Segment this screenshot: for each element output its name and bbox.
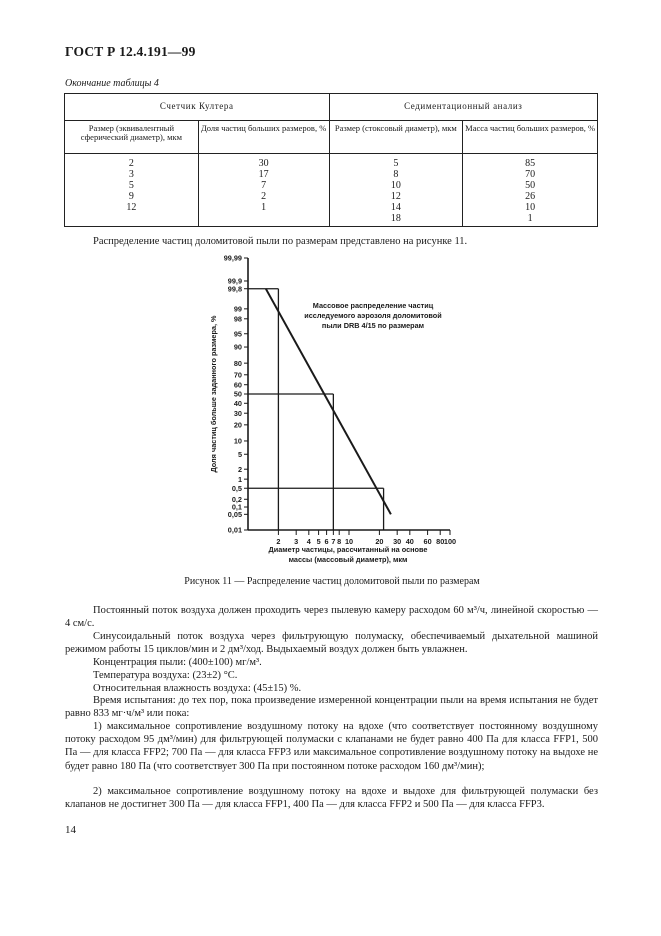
chart-y-tick-label: 5 bbox=[237, 449, 242, 459]
chart-y-axis-label: Доля частиц больше заданного размера, % bbox=[209, 315, 218, 473]
paragraph-concentration: Концентрация пыли: (400±100) мг/м³. bbox=[93, 657, 262, 668]
particle-size-table bbox=[64, 93, 598, 227]
chart-y-tick-label: 0,1 bbox=[231, 502, 242, 512]
chart-x-axis-label bbox=[269, 545, 428, 564]
chart-y-tick-label: 90 bbox=[233, 342, 242, 352]
chart-text-line: массы (массовый диаметр), мкм bbox=[288, 555, 408, 564]
col-eq-diameter-values bbox=[65, 154, 199, 227]
table-header-row bbox=[65, 121, 598, 154]
chart-x-tick-label: 100 bbox=[443, 537, 457, 546]
chart-x-tick-label: 3 bbox=[294, 537, 299, 546]
table-cell: 5 bbox=[393, 158, 399, 169]
col-header-stokes-diameter: Размер (стоксовый диаметр), мкм bbox=[329, 121, 463, 154]
chart-x-tick-label: 20 bbox=[375, 537, 384, 546]
chart-text-line: Диаметр частицы, рассчитанный на основе bbox=[268, 545, 428, 554]
chart-y-tick-label: 40 bbox=[233, 398, 242, 408]
table-cell: 26 bbox=[525, 191, 536, 202]
group-sedimentation: Седиментационный анализ bbox=[329, 94, 598, 121]
particle-distribution-chart bbox=[200, 250, 470, 570]
chart-title bbox=[304, 301, 442, 330]
chart-y-tick-label: 60 bbox=[233, 380, 242, 390]
chart-y-tick-label: 95 bbox=[233, 329, 242, 339]
table-cell: 12 bbox=[390, 191, 401, 202]
table-cell: 8 bbox=[393, 169, 399, 180]
chart-y-tick-label: 30 bbox=[233, 408, 242, 418]
table-body-row bbox=[65, 154, 598, 227]
chart-x-tick-label: 4 bbox=[306, 537, 311, 546]
chart-text-line: исследуемого аэрозоля доломитовой bbox=[304, 311, 442, 320]
table-cell: 12 bbox=[126, 202, 137, 213]
paragraph-condition-2: 2) максимальное сопротивление воздушному потоку на вдохе и выдохе для фильтрующей полумаски без клапанов не достигнет 300 Па — для класса FFP1, 400 Па — для класса FFP2 и 500 Па — для класса FFP3. bbox=[65, 786, 598, 811]
paragraph-sinusoidal-flow: Синусоидальный поток воздуха через фильтрующую полумаску, обеспечиваемый дыхательной машиной режимом работы 15 циклов/мин и 2 дм³/ход. Выдыхаемый воздух должен быть увлажнен. bbox=[65, 631, 598, 656]
chart-x-tick-label: 5 bbox=[316, 537, 321, 546]
paragraph-condition-1: 1) максимальное сопротивление воздушному потоку на вдохе (что соответствует постоянному воздушному потоку расходом 95 дм³/мин) для фильтрующей полумаски с клапанами не будет равно 400 Па для класса FFP1, 500 Па — для класса FFP2; 700 Па — для класса FFP3 или максимальное сопротивление воздушному потоку на выдохе не будет равно 180 Па (что соответствует 300 Па при постоянном потоке расходом 160 дм³/мин); bbox=[65, 721, 598, 772]
chart-x-tick-label: 60 bbox=[423, 537, 432, 546]
table-cell: 18 bbox=[390, 213, 401, 224]
table-cell: 2 bbox=[261, 191, 267, 202]
chart-y-tick-label: 99 bbox=[233, 304, 242, 314]
table-cell: 30 bbox=[258, 158, 269, 169]
chart-y-tick-label: 2 bbox=[237, 464, 242, 474]
chart-y-tick-label: 1 bbox=[237, 474, 242, 484]
chart-x-tick-label: 10 bbox=[344, 537, 354, 546]
chart-x-tick-label: 7 bbox=[331, 537, 336, 546]
chart-y-tick-label: 99,8 bbox=[227, 284, 242, 294]
table-cell: 70 bbox=[525, 169, 536, 180]
table-caption: Окончание таблицы 4 bbox=[65, 78, 159, 89]
table-cell: 10 bbox=[390, 180, 401, 191]
col-header-mass: Масса частиц больших размеров, % bbox=[463, 121, 598, 154]
chart-y-tick-label: 99,99 bbox=[223, 253, 242, 263]
col-stokes-diameter-values bbox=[329, 154, 463, 227]
paragraph-test-time: Время испытания: до тех пор, пока произведение измеренной концентрации пыли на время испытания не будет равно 833 мг·ч/м³ или пока: bbox=[65, 695, 598, 720]
chart-y-tick-label: 50 bbox=[233, 389, 242, 399]
chart-y-tick-label: 80 bbox=[233, 358, 242, 368]
chart-text-line: Массовое распределение частиц bbox=[312, 301, 434, 310]
table-cell: 5 bbox=[128, 180, 134, 191]
group-coulter-counter: Счетчик Култера bbox=[65, 94, 330, 121]
chart-x-tick-label: 6 bbox=[324, 537, 329, 546]
table-group-row bbox=[65, 94, 598, 121]
chart-y-tick-label: 0,01 bbox=[227, 525, 242, 535]
chart-y-tick-label: 98 bbox=[233, 314, 242, 324]
col-header-eq-diameter: Размер (эквивалентный сферический диаметр), мкм bbox=[65, 121, 199, 154]
chart-y-tick-label: 10 bbox=[233, 436, 242, 446]
document-code: ГОСТ Р 12.4.191—99 bbox=[65, 44, 196, 59]
table-cell: 17 bbox=[258, 169, 269, 180]
table-cell: 2 bbox=[128, 158, 134, 169]
col-fraction-values bbox=[198, 154, 329, 227]
chart-x-tick-label: 40 bbox=[405, 537, 414, 546]
chart-x-tick-label: 8 bbox=[337, 537, 342, 546]
table-cell: 9 bbox=[128, 191, 134, 202]
table-cell: 3 bbox=[128, 169, 134, 180]
chart-y-tick-label: 0,5 bbox=[231, 483, 242, 493]
chart-y-tick-label: 0,2 bbox=[231, 494, 242, 504]
chart-y-tick-label: 0,05 bbox=[227, 509, 242, 519]
figure-intro: Распределение частиц доломитовой пыли по размерам представлено на рисунке 11. bbox=[93, 236, 468, 247]
col-header-fraction: Доля частиц больших размеров, % bbox=[198, 121, 329, 154]
table-cell: 85 bbox=[525, 158, 536, 169]
paragraph-humidity: Относительная влажность воздуха: (45±15) %. bbox=[93, 683, 302, 694]
table-cell: 14 bbox=[390, 202, 401, 213]
figure-caption: Рисунок 11 — Распределение частиц доломитовой пыли по размерам bbox=[184, 576, 480, 587]
table-cell: 1 bbox=[527, 213, 533, 224]
page-number: 14 bbox=[65, 824, 76, 836]
chart-y-tick-label: 99,9 bbox=[227, 276, 242, 286]
table-cell: 50 bbox=[525, 180, 536, 191]
table-cell: 1 bbox=[261, 202, 267, 213]
chart-y-tick-label: 20 bbox=[233, 420, 242, 430]
chart-text-line: пыли DRB 4/15 по размерам bbox=[321, 321, 425, 330]
chart-x-tick-label: 30 bbox=[393, 537, 402, 546]
chart-x-tick-label: 2 bbox=[276, 537, 281, 546]
col-mass-values bbox=[463, 154, 598, 227]
paragraph-airflow: Постоянный поток воздуха должен проходить через пылевую камеру расходом 60 м³/ч, линейной скоростью — 4 см/с. bbox=[65, 605, 598, 630]
paragraph-temperature: Температура воздуха: (23±2) °С. bbox=[93, 670, 238, 681]
table-cell: 10 bbox=[525, 202, 536, 213]
chart-y-tick-label: 70 bbox=[233, 370, 242, 380]
table-cell: 7 bbox=[261, 180, 267, 191]
chart-x-tick-label: 80 bbox=[436, 537, 445, 546]
